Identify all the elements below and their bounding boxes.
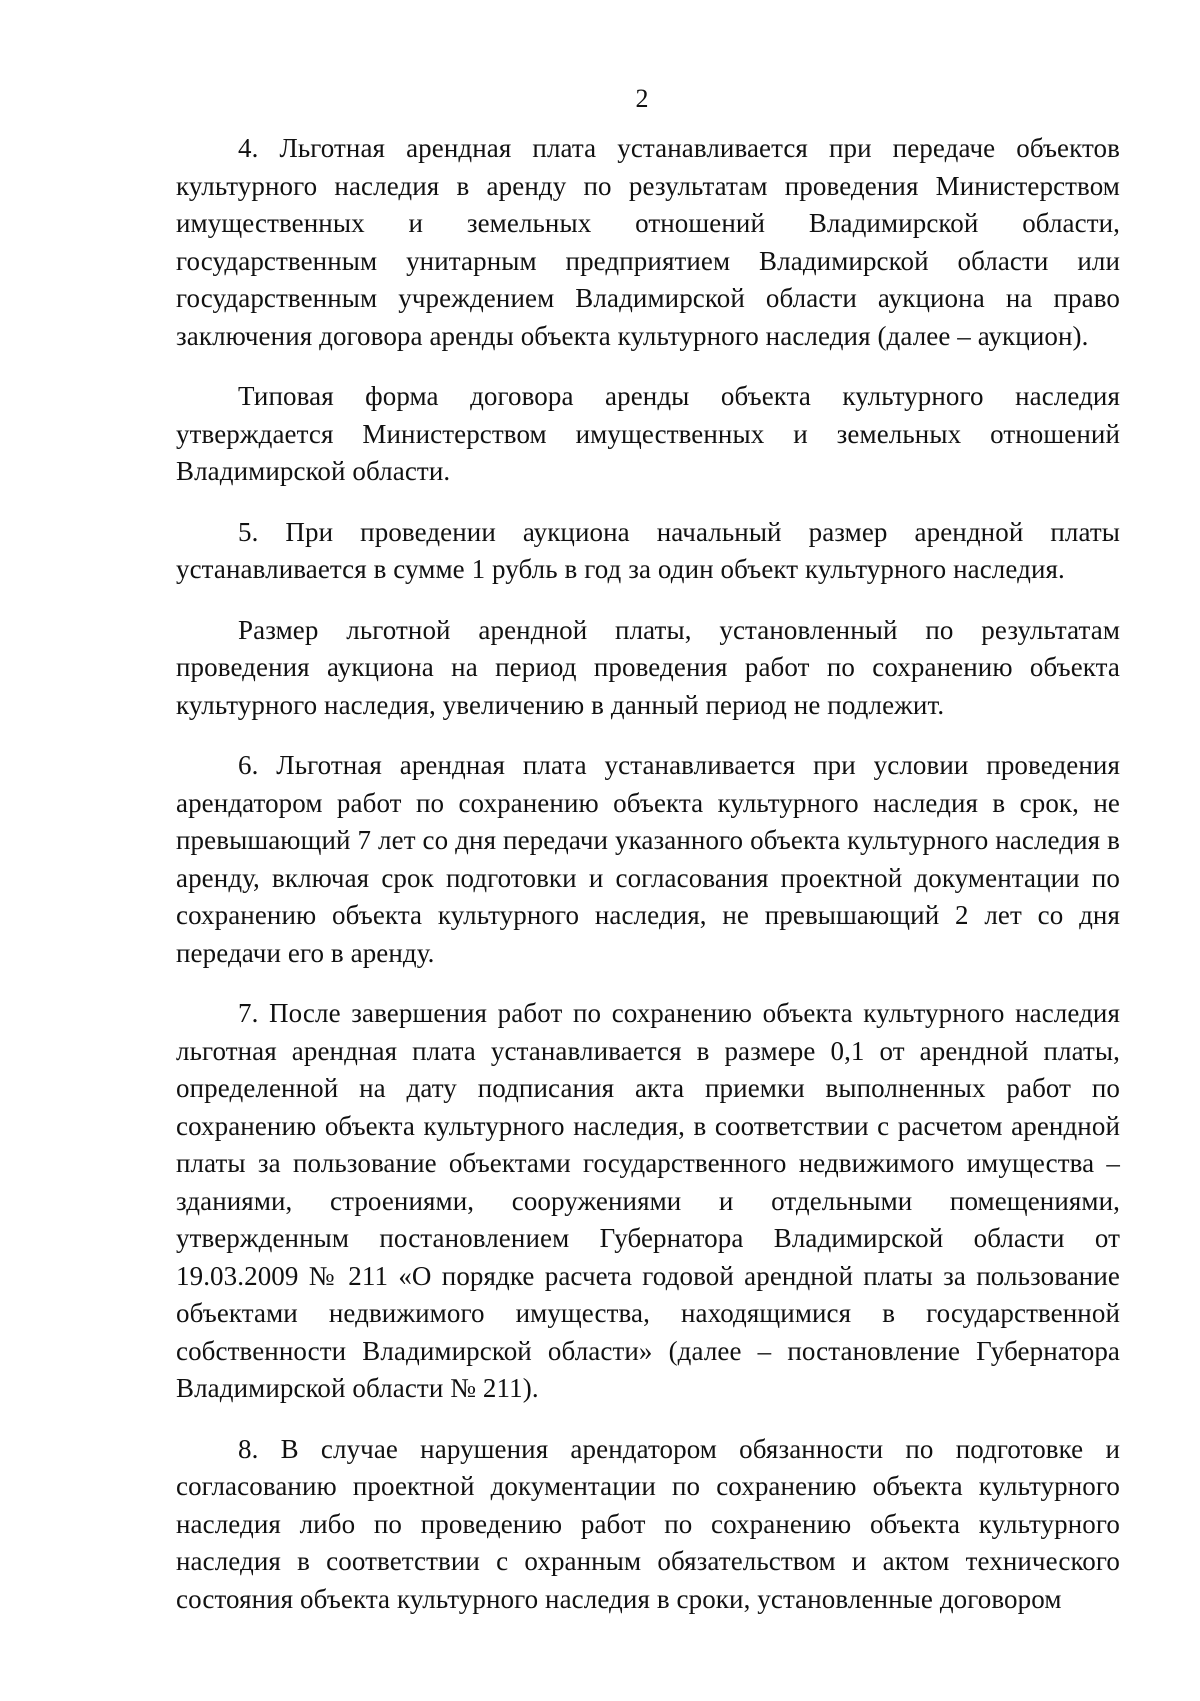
paragraph-rent-not-increased: Размер льготной арендной платы, установленный по результатам проведения аукциона на период проведения работ по сохранению объекта культурного наследия, увеличению в данный период не подлежит.	[176, 614, 1120, 720]
document-body	[176, 130, 1120, 1618]
page-number: 2	[635, 84, 649, 113]
paragraph-5-initial-rent: 5. При проведении аукциона начальный размер арендной платы устанавливается в сумме 1 рубль в год за один объект культурного наследия.	[176, 516, 1120, 584]
paragraph-standard-lease-form: Типовая форма договора аренды объекта культурного наследия утверждается Министерством имущественных и земельных отношений Владимирской области.	[176, 381, 1120, 486]
paragraph-8-violation: 8. В случае нарушения арендатором обязанности по подготовке и согласованию проектной документации по сохранению объекта культурного наследия либо по проведению работ по сохранению объекта культурного наследия в соответствии с охранным обязательством и актом технического состояния объекта культурного наследия в сроки, установленные договором	[176, 1433, 1120, 1614]
paragraph-6-preservation-term: 6. Льготная арендная плата устанавливается при условии проведения арендатором работ по сохранению объекта культурного наследия в срок, не превышающий 7 лет со дня передачи указанного объекта культурного наследия в аренду, включая срок подготовки и согласования проектной документации по сохранению объекта культурного наследия, не превышающий 2 лет со дня передачи его в аренду.	[176, 750, 1120, 968]
paragraph-7-after-preservation: 7. После завершения работ по сохранению объекта культурного наследия льготная арендная плата устанавливается в размере 0,1 от арендной платы, определенной на дату подписания акта приемки выполненных работ по сохранению объекта культурного наследия, в соответствии с расчетом арендной платы за пользование объектами государственного недвижимого имущества – зданиями, строениями, сооружениями и отдельными помещениями, утвержденным постановлением Губернатора Владимирской области от 19.03.2009 № 211 «О порядке расчета годовой арендной платы за пользование объектами недвижимого имущества, находящимися в государственной собственности Владимирской области» (далее – постановление Губернатора Владимирской области № 211).	[176, 998, 1120, 1403]
paragraph-4-preferential-rent: 4. Льготная арендная плата устанавливается при передаче объектов культурного наследия в аренду по результатам проведения Министерством имущественных и земельных отношений Владимирской области, государственным унитарным предприятием Владимирской области или государственным учреждением Владимирской области аукциона на право заключения договора аренды объекта культурного наследия (далее – аукцион).	[176, 133, 1120, 351]
